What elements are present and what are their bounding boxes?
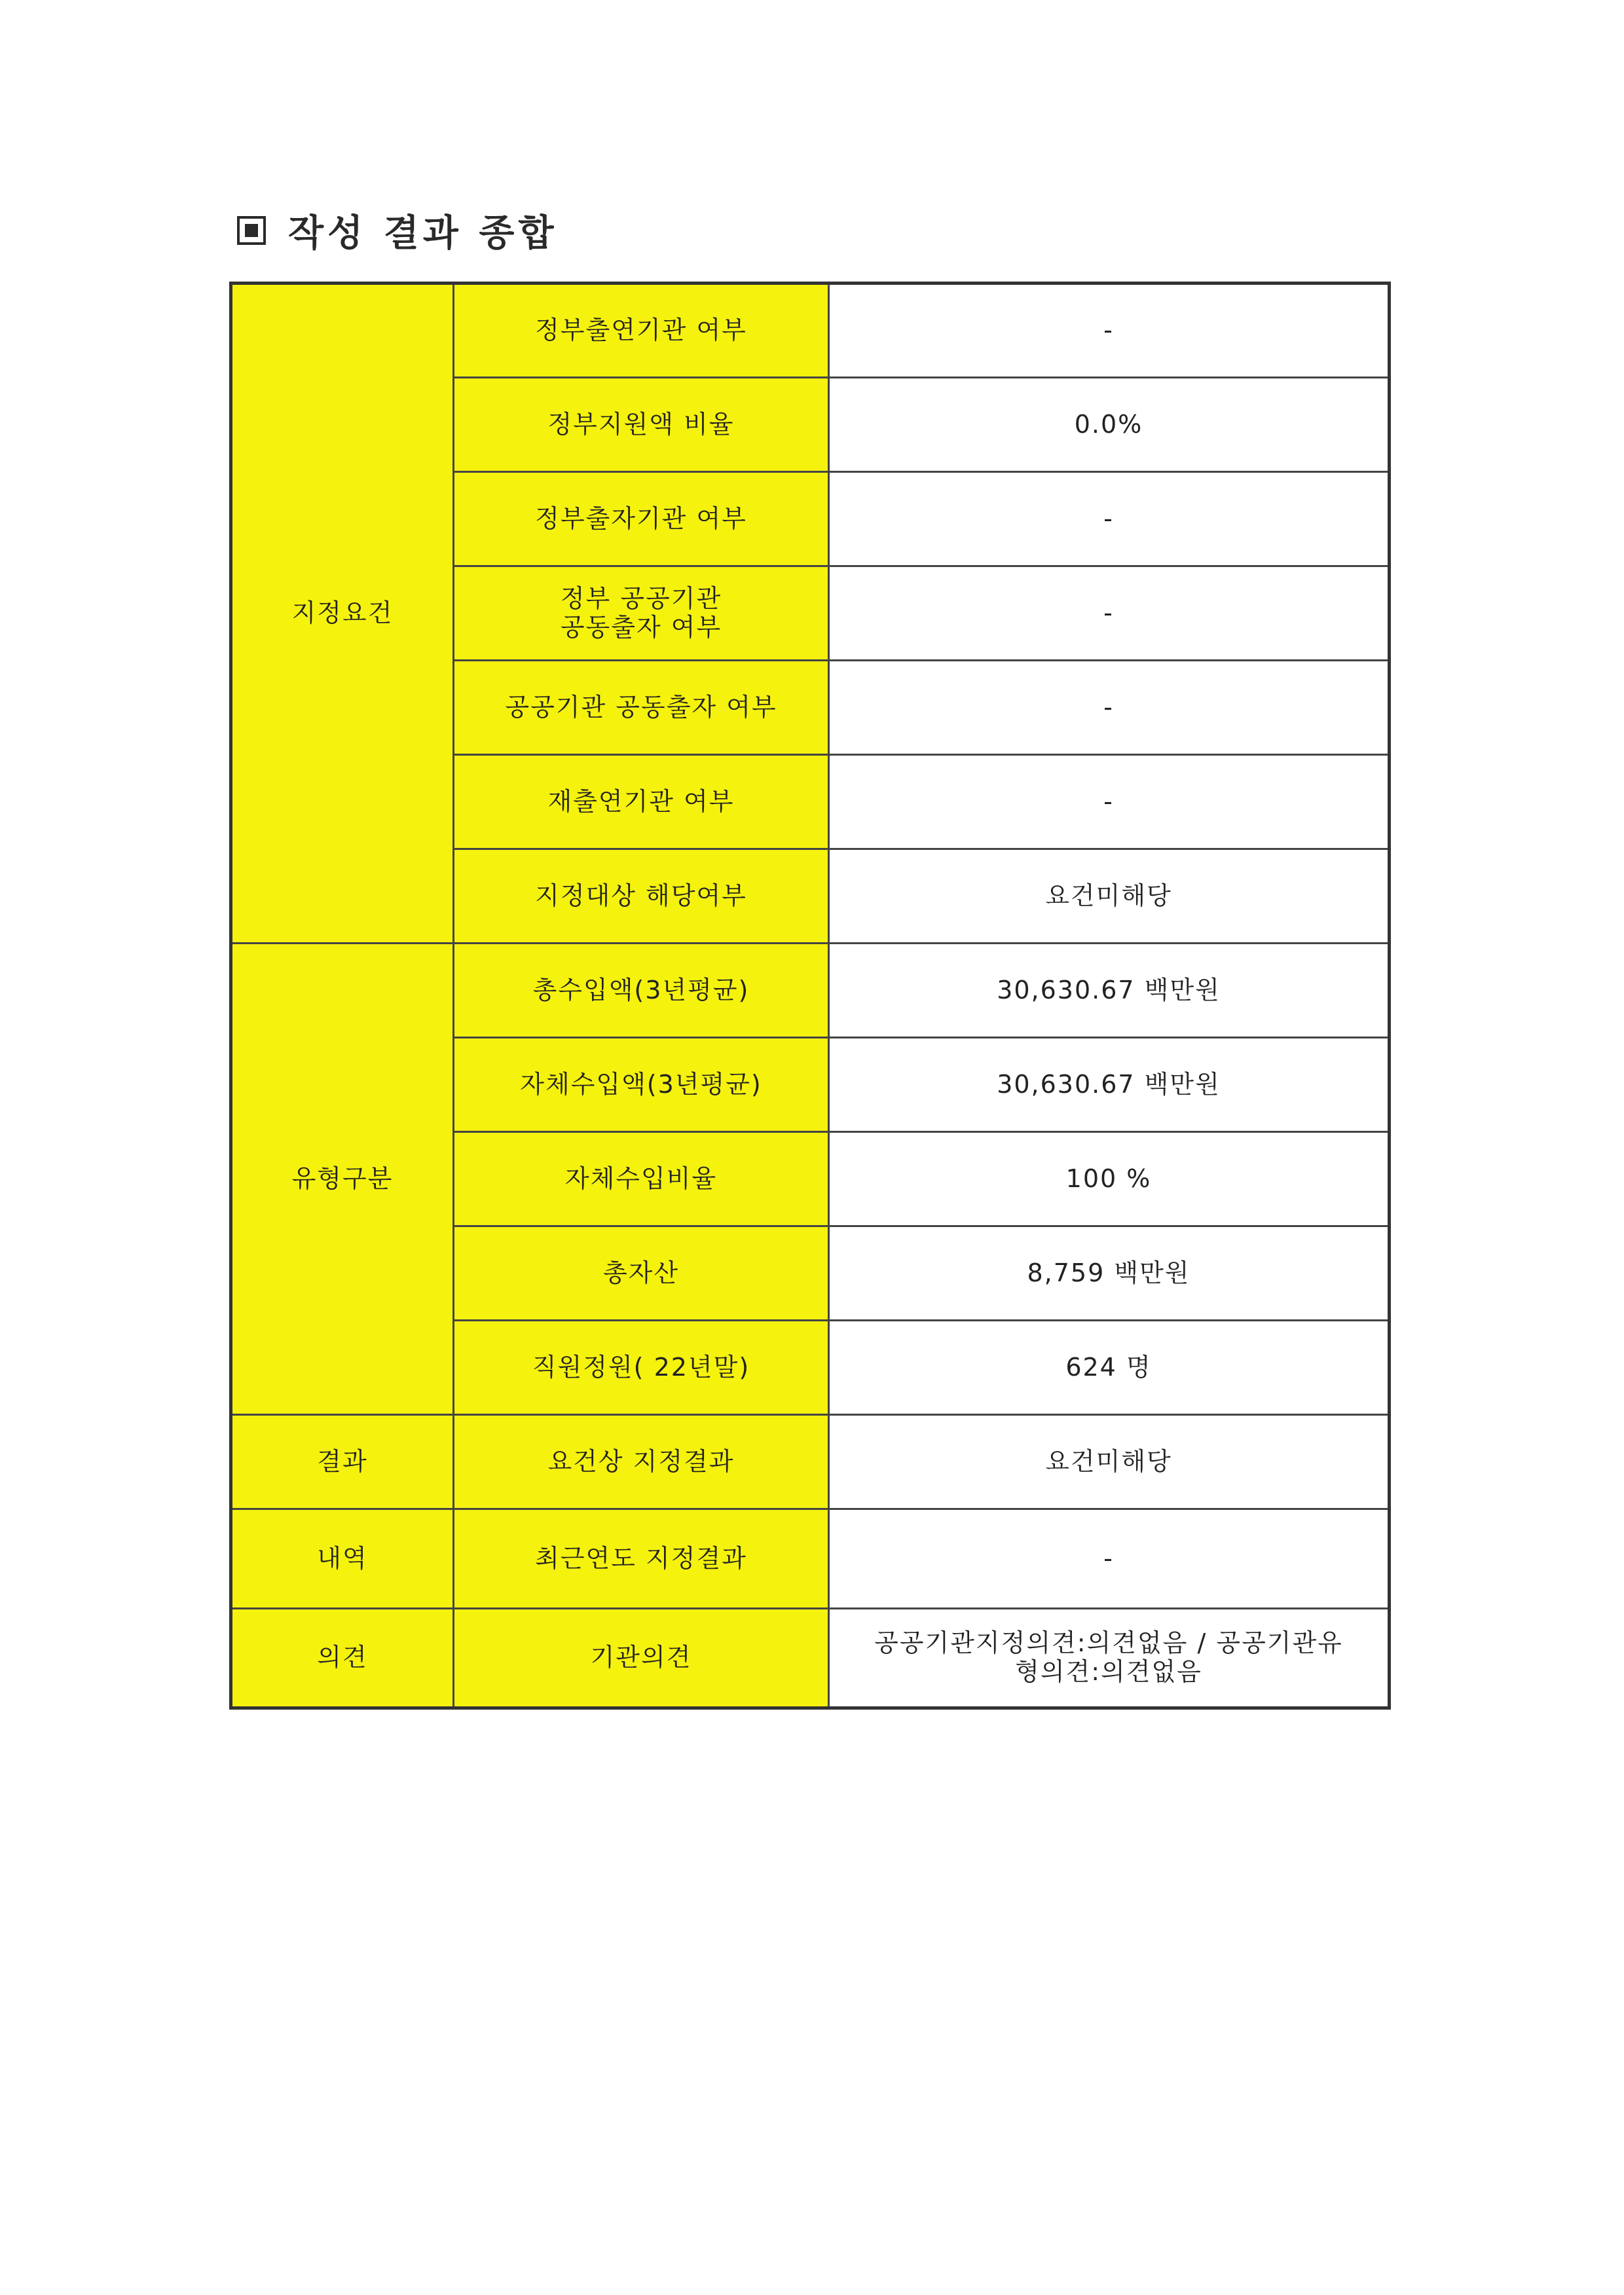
value-cell: 30,630.67 백만원 xyxy=(829,1038,1390,1132)
item-cell: 공공기관 공동출자 여부 xyxy=(454,661,829,755)
category-cell: 결과 xyxy=(231,1415,454,1509)
table-row xyxy=(231,944,1390,1038)
table-row xyxy=(231,284,1390,378)
value-cell: - xyxy=(829,1509,1390,1609)
value-cell: - xyxy=(829,284,1390,378)
value-cell: - xyxy=(829,566,1390,661)
value-line: 공공기관지정의견:의견없음 / 공공기관유 xyxy=(874,1628,1343,1658)
item-cell: 요건상 지정결과 xyxy=(454,1415,829,1509)
summary-table xyxy=(229,282,1391,1710)
item-line: 공동출자 여부 xyxy=(560,612,722,642)
item-cell: 지정대상 해당여부 xyxy=(454,849,829,944)
item-cell xyxy=(454,566,829,661)
value-line: 형의견:의견없음 xyxy=(1015,1657,1202,1686)
value-cell: 30,630.67 백만원 xyxy=(829,944,1390,1038)
value-cell: - xyxy=(829,472,1390,566)
item-cell: 정부지원액 비율 xyxy=(454,378,829,472)
value-cell: 100 % xyxy=(829,1132,1390,1226)
value-cell: - xyxy=(829,755,1390,849)
table-row xyxy=(231,1509,1390,1609)
value-cell: 8,759 백만원 xyxy=(829,1226,1390,1321)
item-cell: 직원정원( 22년말) xyxy=(454,1321,829,1415)
value-cell: - xyxy=(829,661,1390,755)
value-cell xyxy=(829,1609,1390,1708)
category-cell: 지정요건 xyxy=(231,284,454,944)
value-cell: 요건미해당 xyxy=(829,1415,1390,1509)
item-cell: 재출연기관 여부 xyxy=(454,755,829,849)
item-cell: 총수입액(3년평균) xyxy=(454,944,829,1038)
category-cell: 내역 xyxy=(231,1509,454,1609)
category-cell: 의견 xyxy=(231,1609,454,1708)
table-row xyxy=(231,1609,1390,1708)
category-cell: 유형구분 xyxy=(231,944,454,1415)
table-row xyxy=(231,1415,1390,1509)
value-cell: 0.0% xyxy=(829,378,1390,472)
item-cell: 정부출연기관 여부 xyxy=(454,284,829,378)
item-cell: 자체수입비율 xyxy=(454,1132,829,1226)
item-cell: 자체수입액(3년평균) xyxy=(454,1038,829,1132)
square-bullet-icon xyxy=(237,216,266,245)
page-title: 작성 결과 종합 xyxy=(288,212,558,255)
item-cell: 기관의견 xyxy=(454,1609,829,1708)
value-cell: 요건미해당 xyxy=(829,849,1390,944)
item-cell: 총자산 xyxy=(454,1226,829,1321)
item-cell: 최근연도 지정결과 xyxy=(454,1509,829,1609)
page-heading xyxy=(237,204,558,257)
item-line: 정부 공공기관 xyxy=(560,583,722,613)
item-cell: 정부출자기관 여부 xyxy=(454,472,829,566)
value-cell: 624 명 xyxy=(829,1321,1390,1415)
